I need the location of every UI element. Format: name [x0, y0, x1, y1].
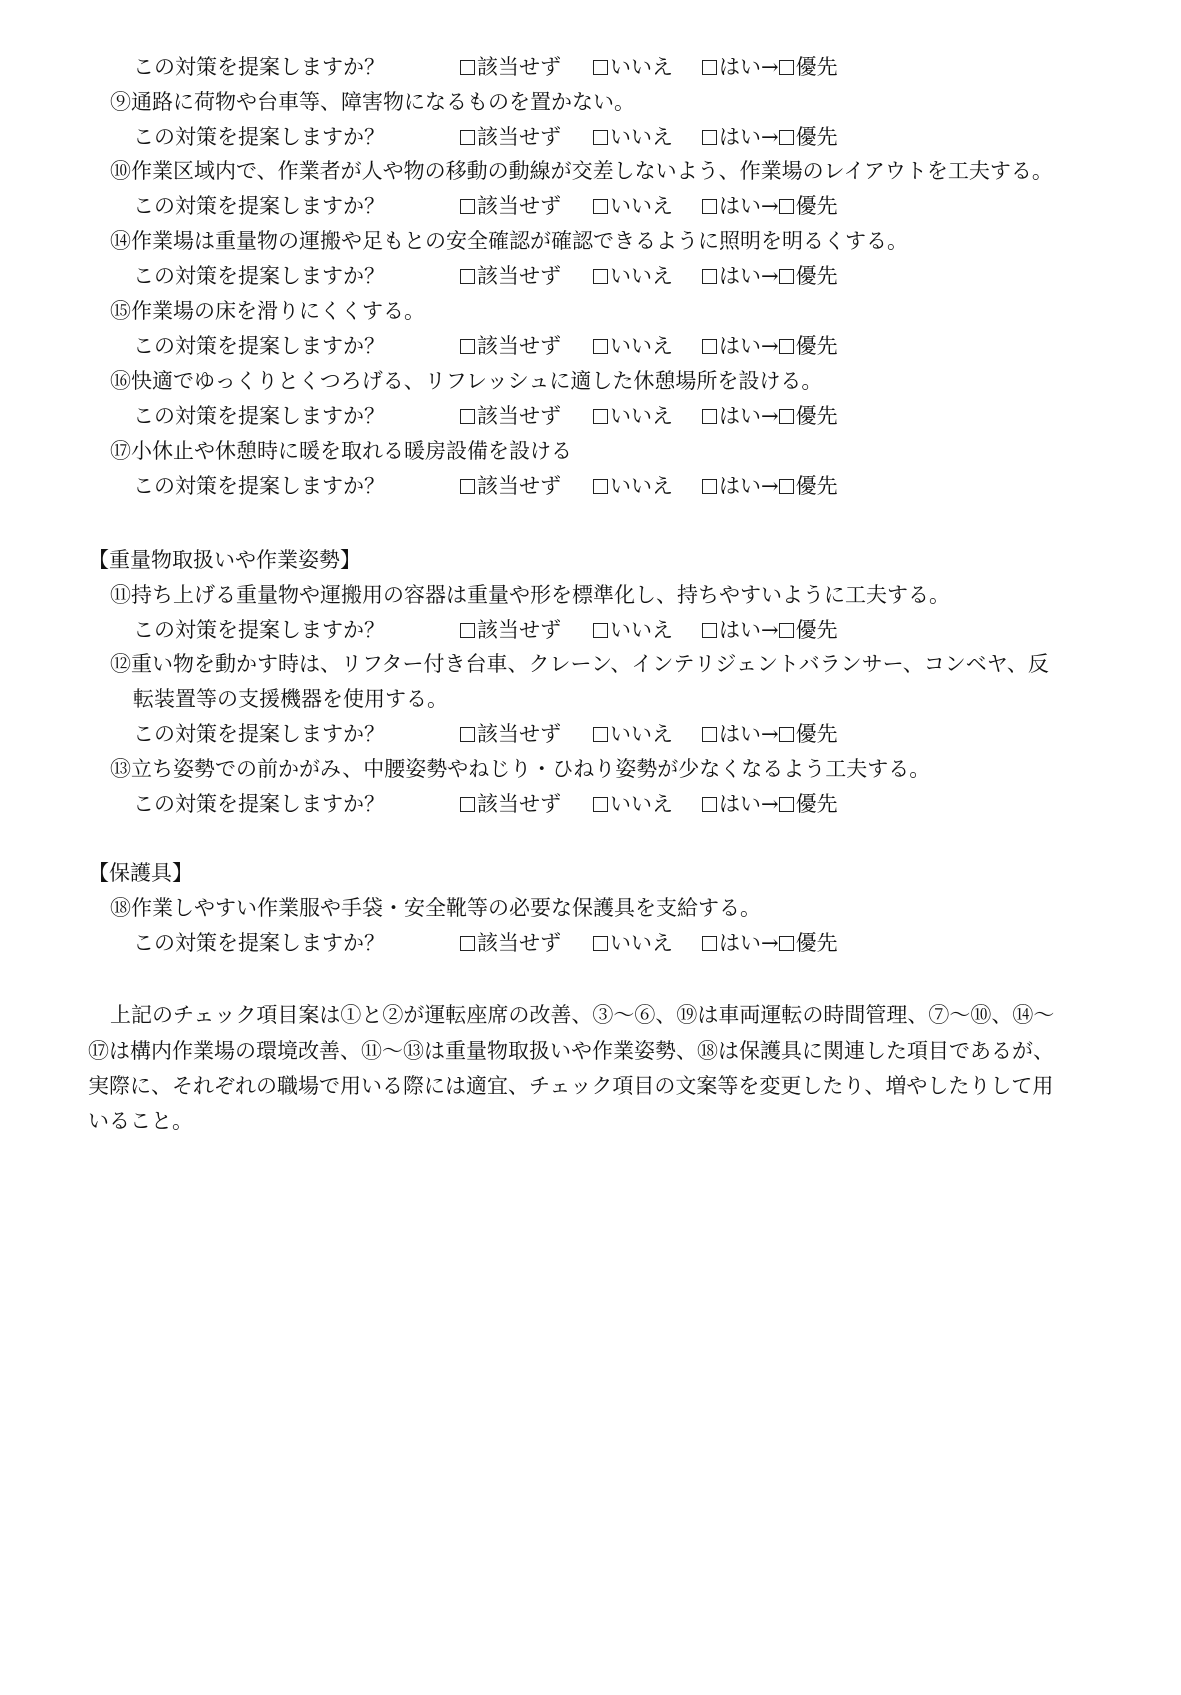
check-item-11: ⑪持ち上げる重量物や運搬用の容器は重量や形を標準化し、持ちやすいように工夫する。	[110, 583, 950, 607]
checkbox-icon[interactable]	[460, 623, 475, 638]
option-yes[interactable]: はい→ 優先	[702, 193, 838, 219]
option-no[interactable]: いいえ	[593, 263, 673, 289]
check-item-12-cont: 転装置等の支援機器を使用する。	[133, 687, 448, 711]
option-no[interactable]: いいえ	[593, 791, 673, 817]
option-na[interactable]: 該当せず	[460, 263, 561, 289]
question-label: この対策を提案しますか？	[133, 722, 385, 746]
checkbox-icon[interactable]	[593, 727, 608, 742]
option-yes[interactable]: はい→ 優先	[702, 124, 838, 150]
checkbox-icon[interactable]	[779, 339, 794, 354]
checkbox-icon[interactable]	[779, 797, 794, 812]
option-no[interactable]: いいえ	[593, 930, 673, 956]
checkbox-icon[interactable]	[593, 409, 608, 424]
option-na[interactable]: 該当せず	[460, 403, 561, 429]
checkbox-icon[interactable]	[593, 339, 608, 354]
option-na[interactable]: 該当せず	[460, 473, 561, 499]
option-yes[interactable]: はい→ 優先	[702, 403, 838, 429]
option-no[interactable]: いいえ	[593, 333, 673, 359]
checkbox-icon[interactable]	[460, 339, 475, 354]
question-label: この対策を提案しますか？	[133, 55, 385, 79]
question-label: この対策を提案しますか？	[133, 474, 385, 498]
checkbox-icon[interactable]	[779, 409, 794, 424]
question-label: この対策を提案しますか？	[133, 931, 385, 955]
checkbox-icon[interactable]	[779, 199, 794, 214]
checkbox-icon[interactable]	[460, 130, 475, 145]
question-label: この対策を提案しますか？	[133, 125, 385, 149]
check-item-10: ⑩作業区域内で、作業者が人や物の移動の動線が交差しないよう、作業場のレイアウトを工夫する。	[110, 159, 1053, 183]
option-na[interactable]: 該当せず	[460, 333, 561, 359]
option-no[interactable]: いいえ	[593, 124, 673, 150]
option-na[interactable]: 該当せず	[460, 930, 561, 956]
checkbox-icon[interactable]	[702, 936, 717, 951]
checkbox-icon[interactable]	[460, 797, 475, 812]
option-no[interactable]: いいえ	[593, 617, 673, 643]
summary-line-1: 上記のチェック項目案は①と②が運転座席の改善、③～⑥、⑲は車両運転の時間管理、⑦～⑩、⑭～	[110, 1003, 1055, 1027]
check-item-15: ⑮作業場の床を滑りにくくする。	[110, 299, 425, 323]
summary-line-3: 実際に、それぞれの職場で用いる際には適宜、チェック項目の文案等を変更したり、増やしたりして用	[88, 1074, 1054, 1098]
checkbox-icon[interactable]	[779, 936, 794, 951]
option-na[interactable]: 該当せず	[460, 617, 561, 643]
checkbox-icon[interactable]	[702, 339, 717, 354]
checkbox-icon[interactable]	[779, 479, 794, 494]
option-no[interactable]: いいえ	[593, 403, 673, 429]
checkbox-icon[interactable]	[593, 60, 608, 75]
option-no[interactable]: いいえ	[593, 721, 673, 747]
checkbox-icon[interactable]	[460, 936, 475, 951]
summary-line-4: いること。	[88, 1109, 193, 1133]
option-yes[interactable]: はい→ 優先	[702, 930, 838, 956]
section-heading-heavy: 【重量物取扱いや作業姿勢】	[88, 548, 361, 572]
summary-line-2: ⑰は構内作業場の環境改善、⑪～⑬は重量物取扱いや作業姿勢、⑱は保護具に関連した項目であるが、	[88, 1039, 1054, 1063]
checkbox-icon[interactable]	[779, 130, 794, 145]
check-item-13: ⑬立ち姿勢での前かがみ、中腰姿勢やねじり・ひねり姿勢が少なくなるよう工夫する。	[110, 757, 931, 781]
question-label: この対策を提案しますか？	[133, 194, 385, 218]
option-na[interactable]: 該当せず	[460, 54, 561, 80]
option-yes[interactable]: はい→ 優先	[702, 333, 838, 359]
option-yes[interactable]: はい→ 優先	[702, 617, 838, 643]
checkbox-icon[interactable]	[779, 269, 794, 284]
checkbox-icon[interactable]	[779, 623, 794, 638]
check-item-14: ⑭作業場は重量物の運搬や足もとの安全確認が確認できるように照明を明るくする。	[110, 229, 908, 253]
question-label: この対策を提案しますか？	[133, 792, 385, 816]
question-label: この対策を提案しますか？	[133, 404, 385, 428]
checkbox-icon[interactable]	[593, 936, 608, 951]
check-item-17: ⑰小休止や休憩時に暖を取れる暖房設備を設ける	[110, 439, 572, 463]
checkbox-icon[interactable]	[702, 623, 717, 638]
option-no[interactable]: いいえ	[593, 54, 673, 80]
checkbox-icon[interactable]	[779, 727, 794, 742]
checkbox-icon[interactable]	[593, 130, 608, 145]
checkbox-icon[interactable]	[460, 60, 475, 75]
checkbox-icon[interactable]	[702, 199, 717, 214]
checkbox-icon[interactable]	[702, 130, 717, 145]
option-na[interactable]: 該当せず	[460, 193, 561, 219]
option-no[interactable]: いいえ	[593, 473, 673, 499]
question-label: この対策を提案しますか？	[133, 334, 385, 358]
option-yes[interactable]: はい→ 優先	[702, 54, 838, 80]
option-yes[interactable]: はい→ 優先	[702, 791, 838, 817]
checkbox-icon[interactable]	[702, 479, 717, 494]
check-item-12: ⑫重い物を動かす時は、リフター付き台車、クレーン、インテリジェントバランサー、コンベヤ、反	[110, 652, 1049, 676]
checkbox-icon[interactable]	[702, 409, 717, 424]
check-item-9: ⑨通路に荷物や台車等、障害物になるものを置かない。	[110, 90, 635, 114]
checkbox-icon[interactable]	[593, 269, 608, 284]
option-na[interactable]: 該当せず	[460, 124, 561, 150]
check-item-18: ⑱作業しやすい作業服や手袋・安全靴等の必要な保護具を支給する。	[110, 896, 761, 920]
checkbox-icon[interactable]	[460, 269, 475, 284]
option-na[interactable]: 該当せず	[460, 721, 561, 747]
section-heading-protect: 【保護具】	[88, 861, 193, 885]
question-label: この対策を提案しますか？	[133, 618, 385, 642]
checkbox-icon[interactable]	[460, 199, 475, 214]
option-yes[interactable]: はい→ 優先	[702, 473, 838, 499]
checkbox-icon[interactable]	[702, 269, 717, 284]
option-no[interactable]: いいえ	[593, 193, 673, 219]
checkbox-icon[interactable]	[702, 797, 717, 812]
checkbox-icon[interactable]	[593, 479, 608, 494]
checkbox-icon[interactable]	[779, 60, 794, 75]
checkbox-icon[interactable]	[593, 199, 608, 214]
option-yes[interactable]: はい→ 優先	[702, 721, 838, 747]
option-na[interactable]: 該当せず	[460, 791, 561, 817]
checkbox-icon[interactable]	[460, 409, 475, 424]
checkbox-icon[interactable]	[460, 479, 475, 494]
checkbox-icon[interactable]	[460, 727, 475, 742]
checkbox-icon[interactable]	[702, 60, 717, 75]
check-item-16: ⑯快適でゆっくりとくつろげる、リフレッシュに適した休憩場所を設ける。	[110, 369, 823, 393]
question-label: この対策を提案しますか？	[133, 264, 385, 288]
checkbox-icon[interactable]	[593, 797, 608, 812]
checkbox-icon[interactable]	[593, 623, 608, 638]
option-yes[interactable]: はい→ 優先	[702, 263, 838, 289]
checkbox-icon[interactable]	[702, 727, 717, 742]
